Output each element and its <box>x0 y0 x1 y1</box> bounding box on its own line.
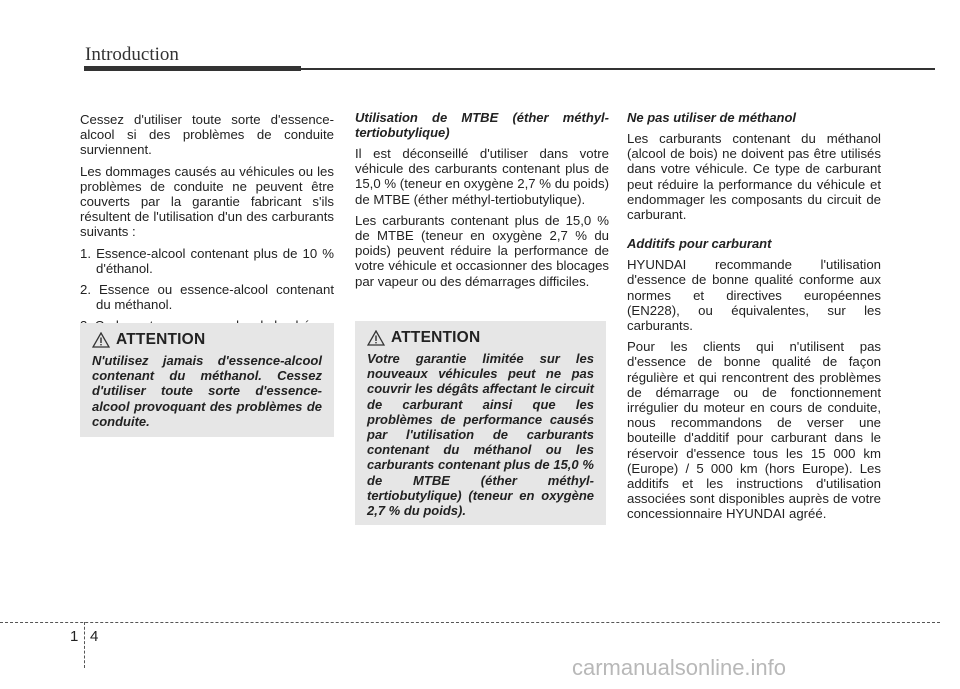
footer-rule <box>0 622 940 623</box>
attention-header <box>367 329 594 347</box>
paragraph: HYUNDAI recommande l'utilisation d'essence de bonne qualité conforme aux normes et directives européennes (EN228), ou équivalentes, sur les carburants. <box>627 257 881 334</box>
attention-title: ATTENTION <box>391 329 481 346</box>
watermark: carmanualsonline.info <box>572 655 787 680</box>
list-item: 1. Essence-alcool contenant plus de 10 % d'éthanol. <box>80 245 334 276</box>
attention-box <box>355 321 606 525</box>
attention-header <box>92 331 322 349</box>
paragraph: Les carburants contenant plus de 15,0 % de MTBE (teneur en oxygène 2,7 % du poids) peuvent réduire la performance de votre véhicule et occasionner des blocages par vapeur ou des démarrages difficiles. <box>355 212 609 289</box>
header-rule-thick <box>84 66 301 71</box>
attention-title: ATTENTION <box>116 331 206 348</box>
paragraph: Il est déconseillé d'utiliser dans votre véhicule des carburants contenant plus de 15,0 % (teneur en oxygène 2,7 % du poids) de MTBE (éther méthyl-tertiobutylique). <box>355 146 609 207</box>
paragraph: Les dommages causés au véhicules ou les problèmes de conduite ne peuvent être couverts par la garantie fabricant s'ils résultent de l'utilisation d'un des carburants suivants : <box>80 163 334 240</box>
section-heading: Ne pas utiliser de méthanol <box>627 110 797 125</box>
paragraph: Cessez d'utiliser toute sorte d'essence-alcool si des problèmes de conduite surviennent. <box>80 112 334 158</box>
section-heading: Utilisation de MTBE (éther méthyl-tertiobutylique) <box>355 110 609 140</box>
paragraph: Pour les clients qui n'utilisent pas d'essence de bonne qualité de façon régulière et qui rencontrent des problèmes de démarrage ou de fonctionnement irrégulier du moteur en cours de conduite, nous recommandons de verser une bouteille d'additif pour carburant dans le réservoir d'essence tous les 15 000 km (Europe) / 5 000 km (hors Europe). Les additifs et les instructions d'utilisation associées sont disponibles auprès de votre concessionnaire HYUNDAI agréé. <box>627 339 881 522</box>
attention-body: Votre garantie limitée sur les nouveaux véhicules peut ne pas couvrir les dégâts affectant le circuit de carburant ainsi que les problèmes de performance causés par l'utilisation de carburants contenant du méthanol ou les carburants contenant plus de 15,0 % de MTBE (éther méthyl-tertiobutylique) (teneur en oxygène 2,7 % du poids). <box>367 351 594 519</box>
column-2 <box>355 110 609 295</box>
warning-triangle-icon <box>92 332 110 348</box>
section-heading: Additifs pour carburant <box>627 236 772 252</box>
warning-triangle-icon <box>367 330 385 346</box>
page-title: Introduction <box>85 44 179 65</box>
footer-divider <box>84 622 85 668</box>
attention-box <box>80 323 334 437</box>
page-number: 4 <box>90 628 99 645</box>
header-rule-thin <box>301 68 935 70</box>
chapter-number: 1 <box>70 628 79 645</box>
column-1 <box>80 112 334 340</box>
column-3 <box>627 110 881 528</box>
attention-body: N'utilisez jamais d'essence-alcool contenant du méthanol. Cessez d'utiliser toute sorte d'essence-alcool provoquant des problèmes de conduite. <box>92 353 322 429</box>
list-item: 2. Essence ou essence-alcool contenant du méthanol. <box>80 282 334 313</box>
paragraph: Les carburants contenant du méthanol (alcool de bois) ne doivent pas être utilisés dans votre véhicule. Ce type de carburant peut réduire la performance du véhicule et endommager les composants du circuit de carburant. <box>627 131 881 223</box>
